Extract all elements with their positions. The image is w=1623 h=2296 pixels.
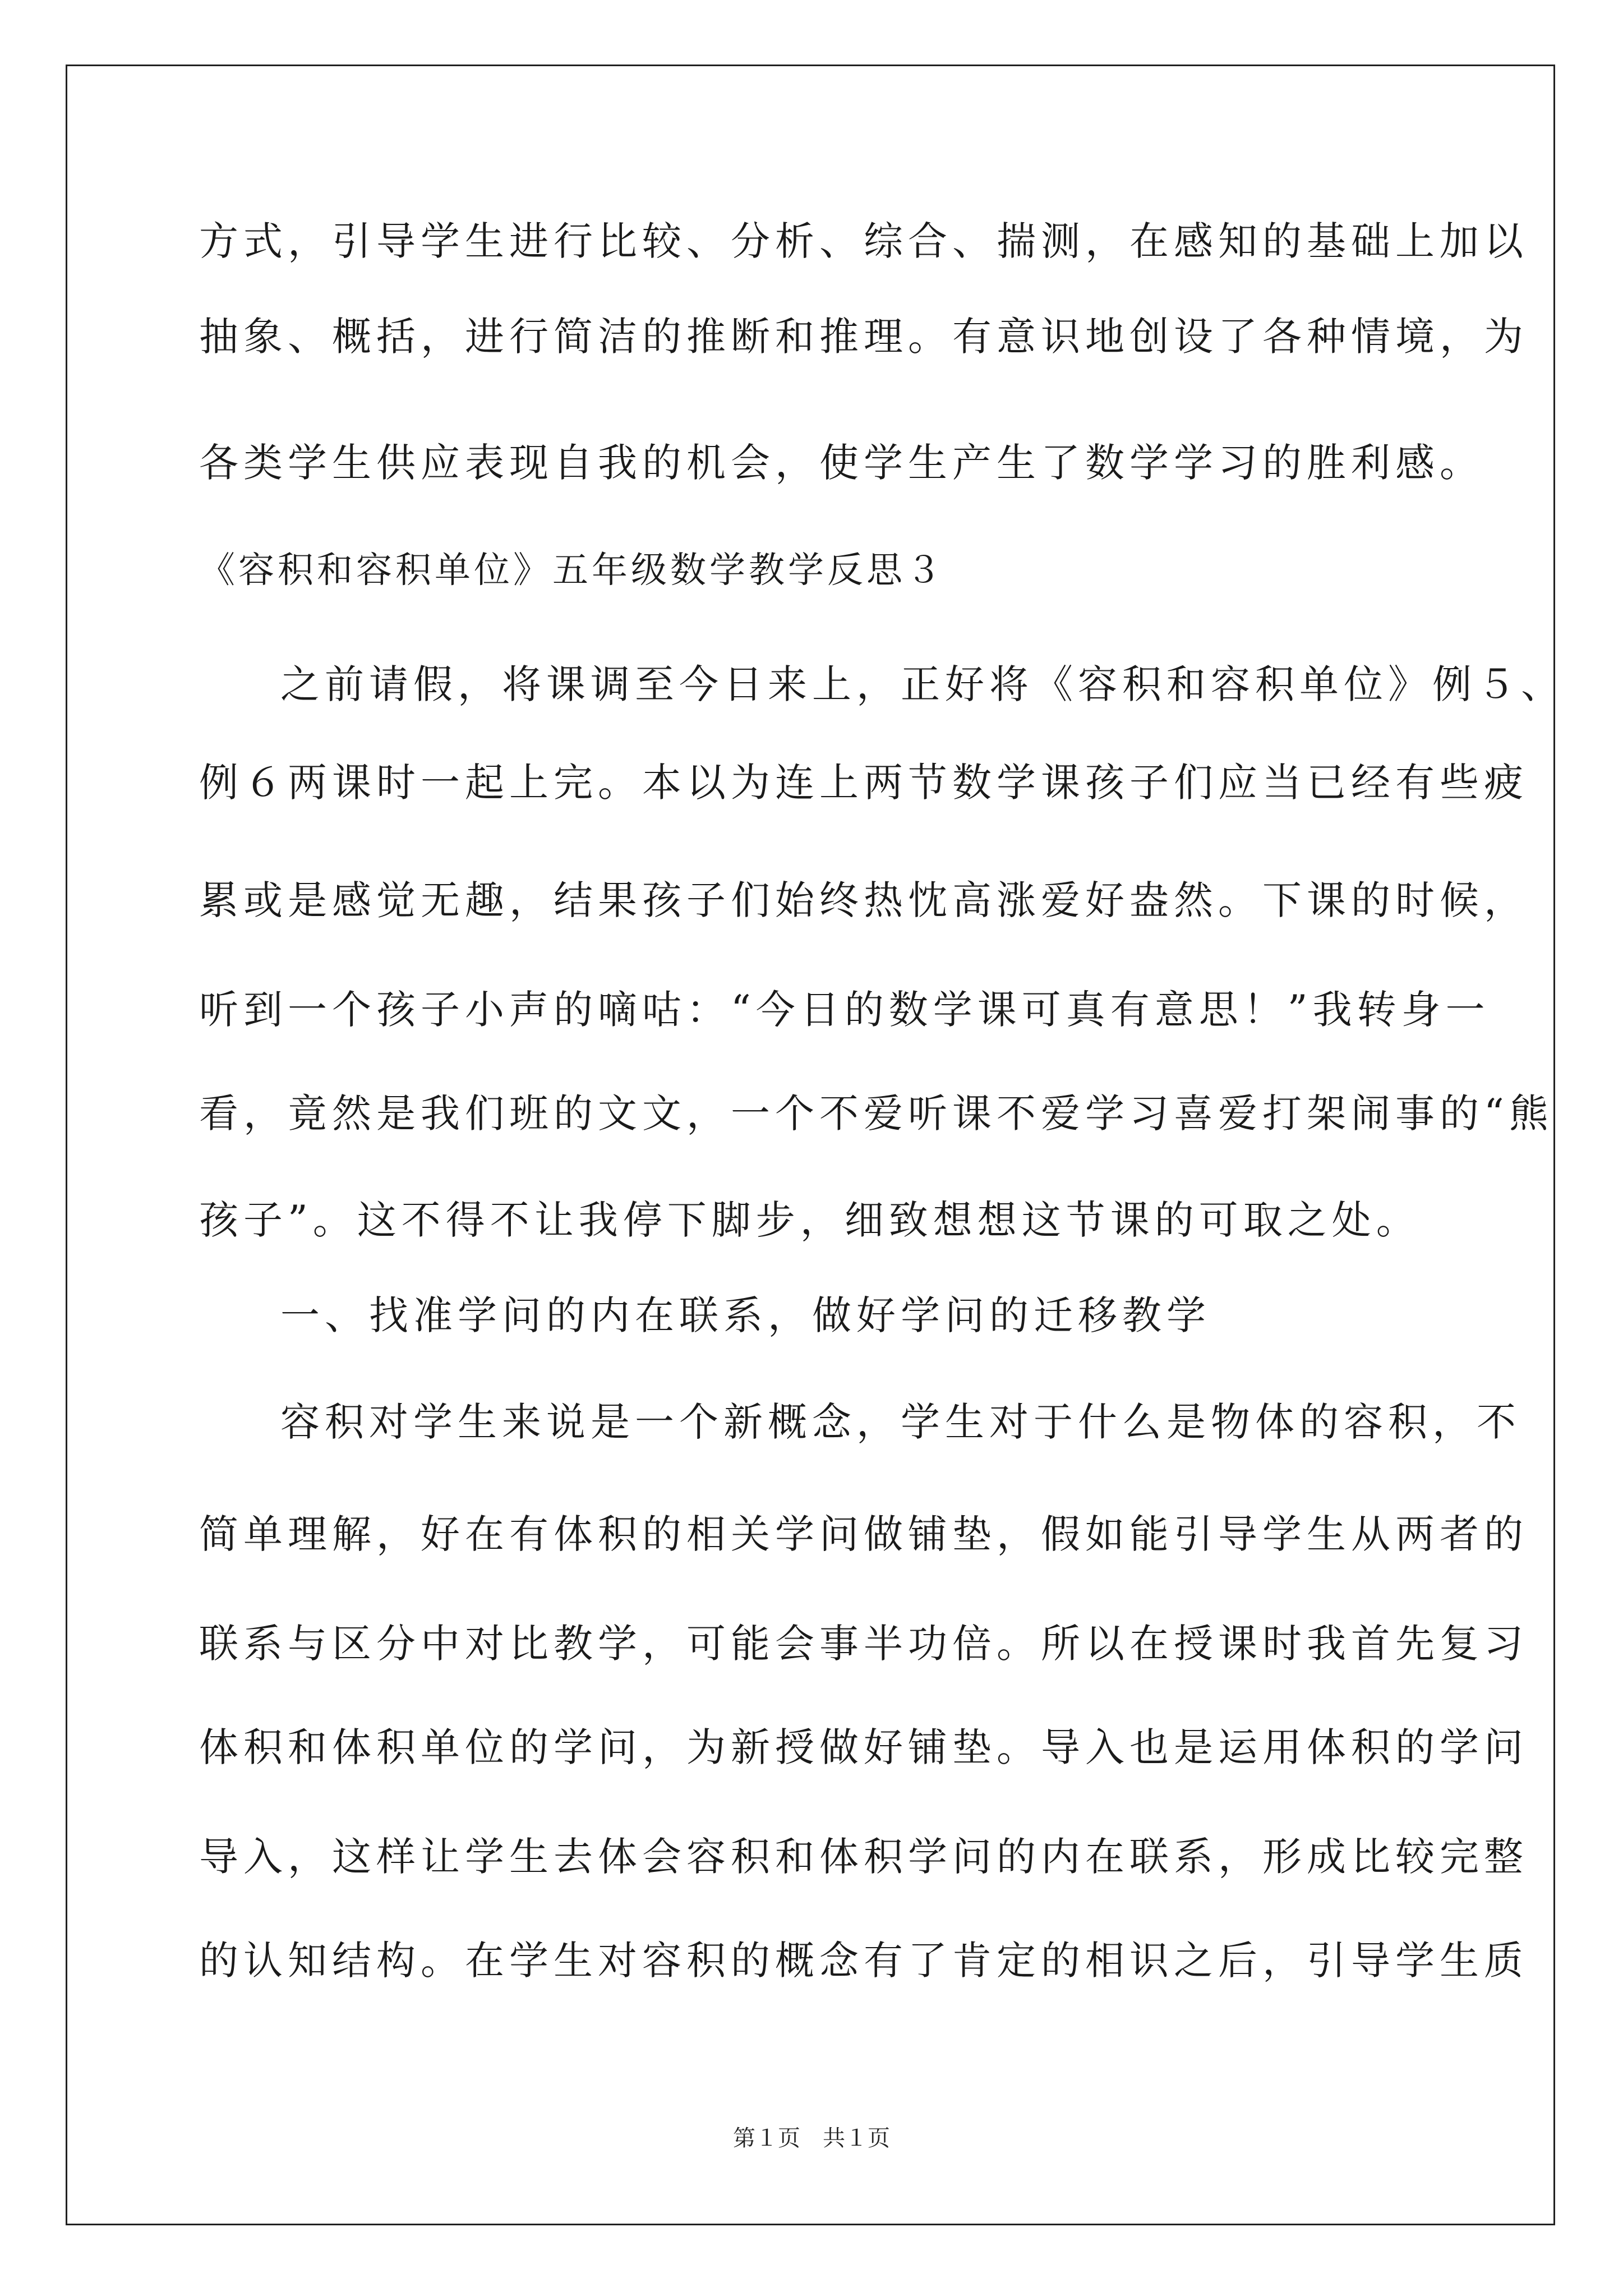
- section-heading: 《容积和容积单位》五年级数学教学反思３: [199, 550, 945, 591]
- page-footer: [0, 2120, 1623, 2152]
- body-line: 导入，这样让学生去体会容积和体积学问的内在联系，形成比较完整: [199, 1834, 1528, 1880]
- body-line: 之前请假，将课调至今日来上，正好将《容积和容积单位》例５、: [280, 661, 1565, 707]
- body-line: 抽象、概括，进行简洁的推断和推理。有意识地创设了各种情境，为: [199, 314, 1528, 360]
- body-line: 联系与区分中对比教学，可能会事半功倍。所以在授课时我首先复习: [199, 1621, 1528, 1667]
- body-line: 例６两课时一起上完。本以为连上两节数学课孩子们应当已经有些疲: [199, 760, 1528, 806]
- body-line: 容积对学生来说是一个新概念，学生对于什么是物体的容积，不: [280, 1399, 1521, 1445]
- body-line: 的认知结构。在学生对容积的概念有了肯定的相识之后，引导学生质: [199, 1938, 1528, 1984]
- body-line: 孩子”。这不得不让我停下脚步，细致想想这节课的可取之处。: [199, 1197, 1421, 1243]
- body-line: 方式，引导学生进行比较、分析、综合、揣测，在感知的基础上加以: [199, 218, 1528, 264]
- body-line: 听到一个孩子小声的嘀咕：“今日的数学课可真有意思！”我转身一: [199, 987, 1490, 1033]
- body-line: 累或是感觉无趣，结果孩子们始终热忱高涨爱好盎然。下课的时候，: [199, 877, 1528, 923]
- page-number: 第１页: [733, 2125, 800, 2151]
- body-line: 各类学生供应表现自我的机会，使学生产生了数学学习的胜利感。: [199, 440, 1484, 486]
- body-line: 体积和体积单位的学问，为新授做好铺垫。导入也是运用体积的学问: [199, 1724, 1528, 1770]
- page-border: [66, 65, 1555, 2225]
- page-total: 共１页: [823, 2125, 890, 2151]
- body-line: 看，竟然是我们班的文文，一个不爱听课不爱学习喜爱打架闹事的“熊: [199, 1091, 1553, 1137]
- body-line: 简单理解，好在有体积的相关学问做铺垫，假如能引导学生从两者的: [199, 1511, 1528, 1557]
- subsection-heading: 一、找准学问的内在联系，做好学问的迁移教学: [280, 1292, 1211, 1338]
